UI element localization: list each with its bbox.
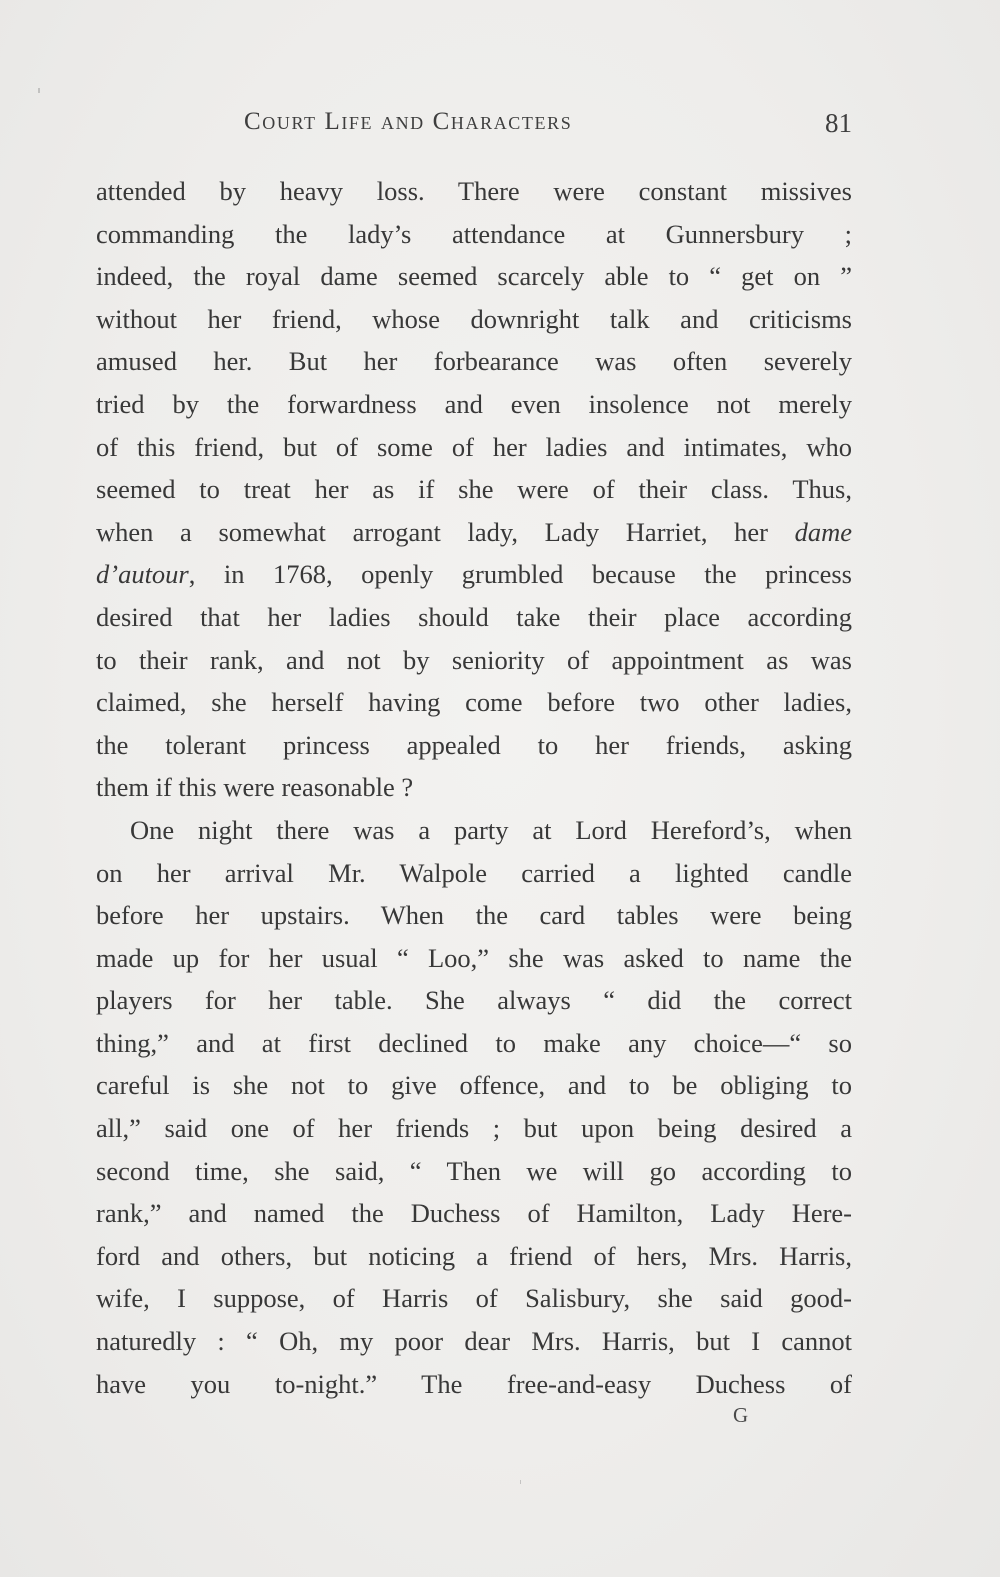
- text-line: of this friend, but of some of her ladies and intimates, who: [96, 431, 852, 462]
- text-line: wife, I suppose, of Harris of Salisbury, she said good-: [96, 1283, 852, 1314]
- text-line: the tolerant princess appealed to her friends, asking: [96, 729, 852, 760]
- text-line: attended by heavy loss. There were constant missives: [96, 176, 852, 206]
- text-line: to their rank, and not by seniority of appointment as was: [96, 644, 852, 675]
- paper-speck: [38, 88, 40, 93]
- signature-mark: G: [733, 1403, 749, 1427]
- text-line: without her friend, whose downright talk and criticisms: [96, 303, 852, 334]
- text-line: claimed, she herself having come before two other ladies,: [96, 687, 852, 718]
- text-line: amused her. But her forbearance was often severely: [96, 346, 852, 377]
- text-run: , in 1768, openly grumbled because the princess: [188, 559, 852, 590]
- text-line: thing,” and at first declined to make any choice—“ so: [96, 1027, 852, 1058]
- text-line: naturedly : “ Oh, my poor dear Mrs. Harris, but I cannot: [96, 1326, 852, 1357]
- text-line-with-italic: [96, 511, 852, 554]
- text-line: second time, she said, “ Then we will go according to: [96, 1155, 852, 1186]
- text-line: players for her table. She always “ did the correct: [96, 985, 852, 1016]
- text-line: have you to-night.” The free-and-easy Duchess of: [96, 1368, 852, 1399]
- text-line: rank,” and named the Duchess of Hamilton, Lady Here-: [96, 1198, 852, 1229]
- text-line: seemed to treat her as if she were of their class. Thus,: [96, 474, 852, 505]
- text-line: careful is she not to give offence, and to be obliging to: [96, 1070, 852, 1101]
- paragraph-start-line: One night there was a party at Lord Hereford’s, when: [130, 814, 852, 845]
- page-number: 81: [825, 108, 852, 138]
- text-line-with-italic: [96, 553, 852, 596]
- italic-term: d’autour: [96, 559, 189, 590]
- running-head: Court Life and Characters: [244, 108, 573, 135]
- text-line: indeed, the royal dame seemed scarcely able to “ get on ”: [96, 261, 852, 292]
- text-line: tried by the forwardness and even insolence not merely: [96, 388, 852, 419]
- paper-speck: [520, 1480, 521, 1484]
- italic-term: dame: [794, 516, 853, 547]
- text-run: when a somewhat arrogant lady, Lady Harriet, her: [96, 516, 768, 547]
- paragraph-end-line: them if this were reasonable ?: [96, 772, 414, 803]
- text-line: made up for her usual “ Loo,” she was asked to name the: [96, 942, 852, 973]
- text-line: ford and others, but noticing a friend of hers, Mrs. Harris,: [96, 1240, 852, 1271]
- text-line: before her upstairs. When the card tables were being: [96, 900, 852, 931]
- text-line: on her arrival Mr. Walpole carried a lighted candle: [96, 857, 852, 888]
- page-header: [96, 108, 852, 148]
- text-line: all,” said one of her friends ; but upon being desired a: [96, 1113, 852, 1144]
- text-line: desired that her ladies should take their place according: [96, 601, 852, 632]
- text-line: commanding the lady’s attendance at Gunnersbury ;: [96, 218, 852, 249]
- body-text: [96, 170, 852, 1405]
